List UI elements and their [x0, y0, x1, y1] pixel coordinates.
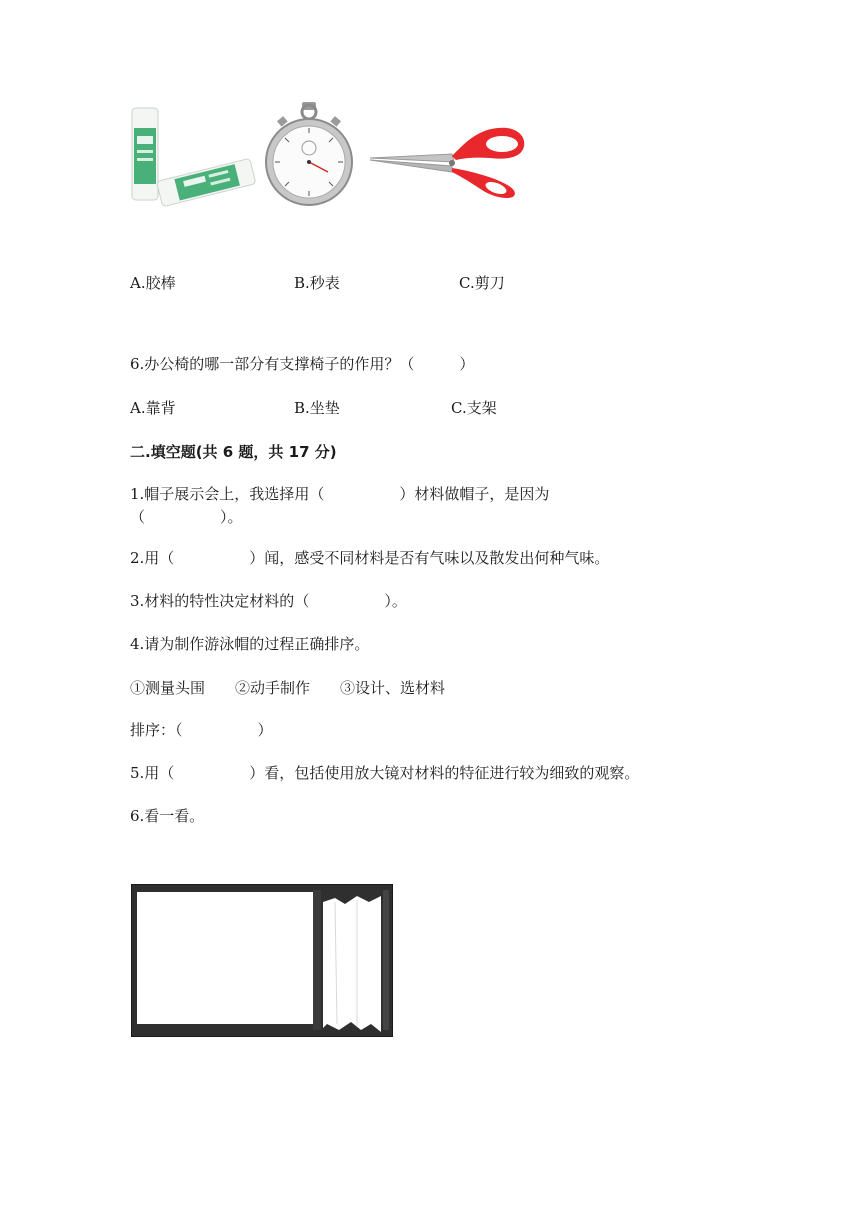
section-2-heading: 二.填空题(共 6 题，共 17 分): [130, 443, 337, 461]
fill-item-4: 4.请为制作游泳帽的过程正确排序。: [130, 635, 370, 653]
scissors-image: [366, 124, 528, 200]
glue-stick-icon: [128, 104, 256, 210]
fill-item-2: 2.用（ ）闻，感受不同材料是否有气味以及散发出何种气味。: [130, 549, 610, 567]
stopwatch-image: [264, 100, 354, 212]
fill-item-4-steps: ①测量头围 ②动手制作 ③设计、选材料: [130, 679, 446, 697]
q6-option-c: C.支架: [451, 399, 497, 417]
stopwatch-icon: [264, 100, 354, 212]
fill-item-1-line2: （ ）。: [130, 508, 243, 526]
q6-option-a: A.靠背: [130, 399, 176, 417]
q6-option-b: B.坐垫: [294, 399, 340, 417]
q5-option-b: B.秒表: [294, 274, 340, 292]
look-picture: [131, 884, 393, 1037]
q6-stem: 6.办公椅的哪一部分有支撑椅子的作用？（ ）: [130, 355, 475, 373]
glue-stick-image: [128, 104, 256, 210]
fill-item-1-line1: 1.帽子展示会上，我选择用（ ）材料做帽子，是因为: [130, 485, 550, 503]
fill-item-3: 3.材料的特性决定材料的（ ）。: [130, 592, 407, 610]
fill-item-6: 6.看一看。: [130, 807, 205, 825]
fill-item-4-answer: 排序：（ ）: [130, 721, 273, 739]
scissors-icon: [366, 124, 528, 200]
q5-option-a: A.胶棒: [130, 274, 176, 292]
frame-picture-icon: [131, 884, 393, 1037]
fill-item-5: 5.用（ ）看，包括使用放大镜对材料的特征进行较为细致的观察。: [130, 764, 640, 782]
q5-option-c: C.剪刀: [459, 274, 505, 292]
